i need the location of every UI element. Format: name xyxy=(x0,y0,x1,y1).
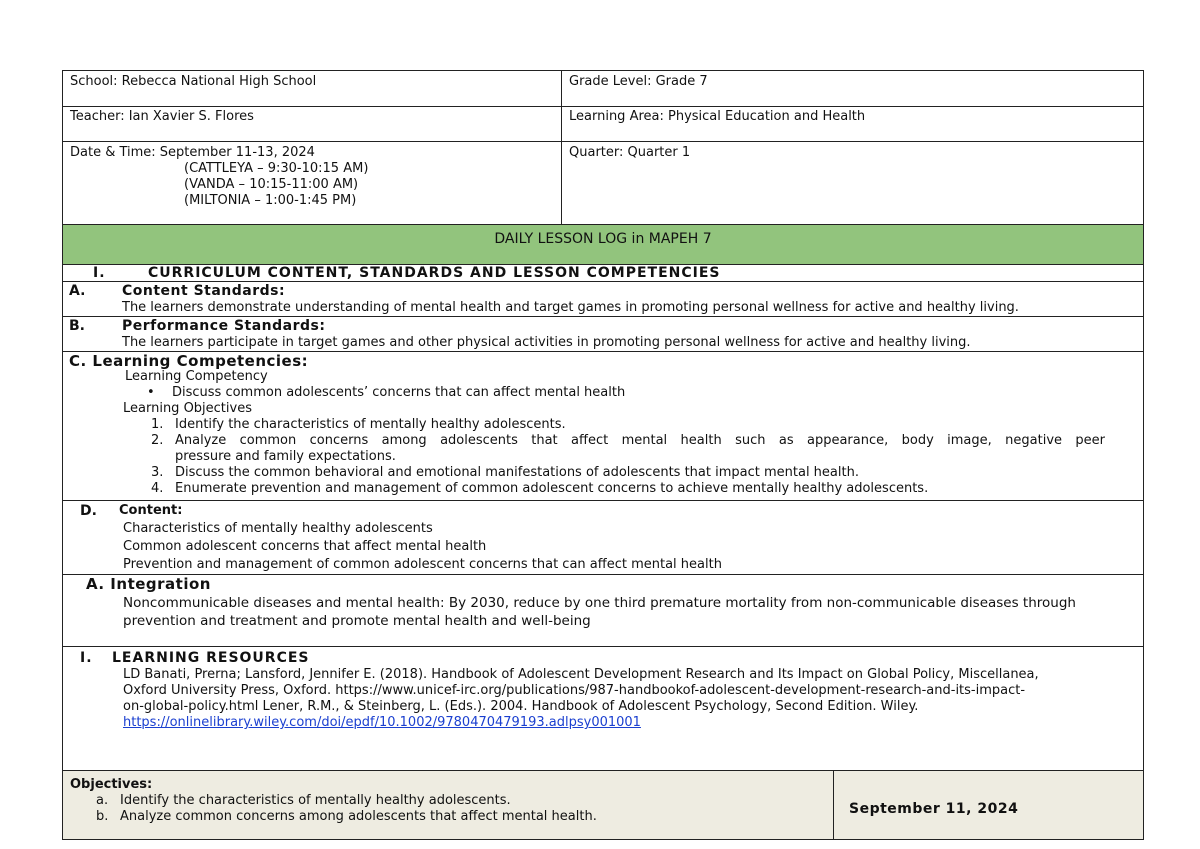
info-row-teacher xyxy=(62,106,1144,142)
column-divider xyxy=(561,107,562,141)
date-time: Date & Time: September 11-13, 2024 xyxy=(70,145,315,160)
resource-line: LD Banati, Prerna; Lansford, Jennifer E. (2018). Handbook of Adolescent Development Research and Its Impact on Global Policy, Miscellanea, xyxy=(123,667,1039,682)
performance-standards-title: Performance Standards: xyxy=(122,318,326,334)
content-item: Characteristics of mentally healthy adolescents xyxy=(123,521,433,536)
resource-line: Oxford University Press, Oxford. https://www.unicef-irc.org/publications/987-handbookof-adolescent-development-research-and-its-impact- xyxy=(123,683,1026,698)
content-item: Common adolescent concerns that affect mental health xyxy=(123,539,487,554)
objective-text: Discuss the common behavioral and emotional manifestations of adolescents that impact mental health. xyxy=(175,465,859,480)
objectives-box xyxy=(62,770,1144,840)
quarter: Quarter: Quarter 1 xyxy=(569,145,691,160)
info-row-date xyxy=(62,141,1144,225)
objective-text-continued: pressure and family expectations. xyxy=(175,449,396,464)
integration-text: Noncommunicable diseases and mental health: By 2030, reduce by one third premature mortality from non-communicable diseases through xyxy=(123,595,1076,611)
session-cattleya: (CATTLEYA – 9:30-10:15 AM) xyxy=(184,161,369,176)
learning-competencies-row xyxy=(62,351,1144,501)
resources-number: I. xyxy=(80,650,93,666)
integration-title: A. Integration xyxy=(86,575,211,593)
objective-number: 1. xyxy=(151,417,164,432)
performance-standards-row xyxy=(62,316,1144,352)
column-divider xyxy=(833,771,834,839)
lesson-date: September 11, 2024 xyxy=(849,801,1019,817)
content-standards-row xyxy=(62,281,1144,317)
school-name: School: Rebecca National High School xyxy=(70,74,317,89)
info-row-school xyxy=(62,70,1144,107)
resources-title: LEARNING RESOURCES xyxy=(112,650,310,666)
section-number: I. xyxy=(93,265,106,281)
session-vanda: (VANDA – 10:15-11:00 AM) xyxy=(184,177,359,192)
learning-resources-row xyxy=(62,646,1144,771)
objective-number: 3. xyxy=(151,465,164,480)
learning-competency-item: Discuss common adolescents’ concerns that can affect mental health xyxy=(172,385,626,400)
teacher-name: Teacher: Ian Xavier S. Flores xyxy=(70,109,254,124)
objective-text: Identify the characteristics of mentally healthy adolescents. xyxy=(175,417,566,432)
content-letter: D. xyxy=(80,503,97,519)
integration-text-continued: prevention and treatment and promote mental health and well-being xyxy=(123,613,591,629)
objective-letter: a. xyxy=(96,793,109,808)
performance-standards-letter: B. xyxy=(69,318,85,334)
banner-title: DAILY LESSON LOG in MAPEH 7 xyxy=(494,231,712,247)
learning-competency-label: Learning Competency xyxy=(125,369,268,384)
content-title: Content: xyxy=(119,503,183,518)
resource-line: on-global-policy.html Lener, R.M., & Steinberg, L. (Eds.). 2004. Handbook of Adolescent Psychology, Second Edition. Wiley. xyxy=(123,699,919,714)
content-row xyxy=(62,500,1144,575)
learning-area: Learning Area: Physical Education and Health xyxy=(569,109,866,124)
section-title: CURRICULUM CONTENT, STANDARDS AND LESSON COMPETENCIES xyxy=(148,265,721,281)
content-standards-letter: A. xyxy=(69,283,86,299)
dll-banner xyxy=(62,224,1144,265)
content-standards-title: Content Standards: xyxy=(122,283,286,299)
objective-item: Identify the characteristics of mentally healthy adolescents. xyxy=(120,793,511,808)
learning-competencies-title: C. Learning Competencies: xyxy=(69,352,309,370)
content-item: Prevention and management of common adolescent concerns that can affect mental health xyxy=(123,557,722,572)
objectives-title: Objectives: xyxy=(70,777,153,792)
objective-text: Enumerate prevention and management of common adolescent concerns to achieve mentally healthy adolescents. xyxy=(175,481,929,496)
column-divider xyxy=(561,71,562,106)
grade-level: Grade Level: Grade 7 xyxy=(569,74,708,89)
resource-link[interactable]: https://onlinelibrary.wiley.com/doi/epdf/10.1002/9780470479193.adlpsy001001 xyxy=(123,715,641,730)
objective-text: Analyze common concerns among adolescents that affect mental health such as appearance, body image, negative peer xyxy=(175,433,1105,448)
performance-standards-text: The learners participate in target games and other physical activities in promoting personal wellness for active and healthy living. xyxy=(122,335,971,350)
objective-letter: b. xyxy=(96,809,109,824)
bullet-icon: • xyxy=(147,385,155,400)
session-miltonia: (MILTONIA – 1:00-1:45 PM) xyxy=(184,193,357,208)
column-divider xyxy=(561,142,562,224)
objective-number: 4. xyxy=(151,481,164,496)
objective-number: 2. xyxy=(151,433,164,448)
content-standards-text: The learners demonstrate understanding of mental health and target games in promoting personal wellness for active and healthy living. xyxy=(122,300,1019,315)
section-curriculum-header xyxy=(62,264,1144,282)
learning-objectives-label: Learning Objectives xyxy=(123,401,252,416)
objective-item: Analyze common concerns among adolescents that affect mental health. xyxy=(120,809,597,824)
integration-row xyxy=(62,574,1144,647)
